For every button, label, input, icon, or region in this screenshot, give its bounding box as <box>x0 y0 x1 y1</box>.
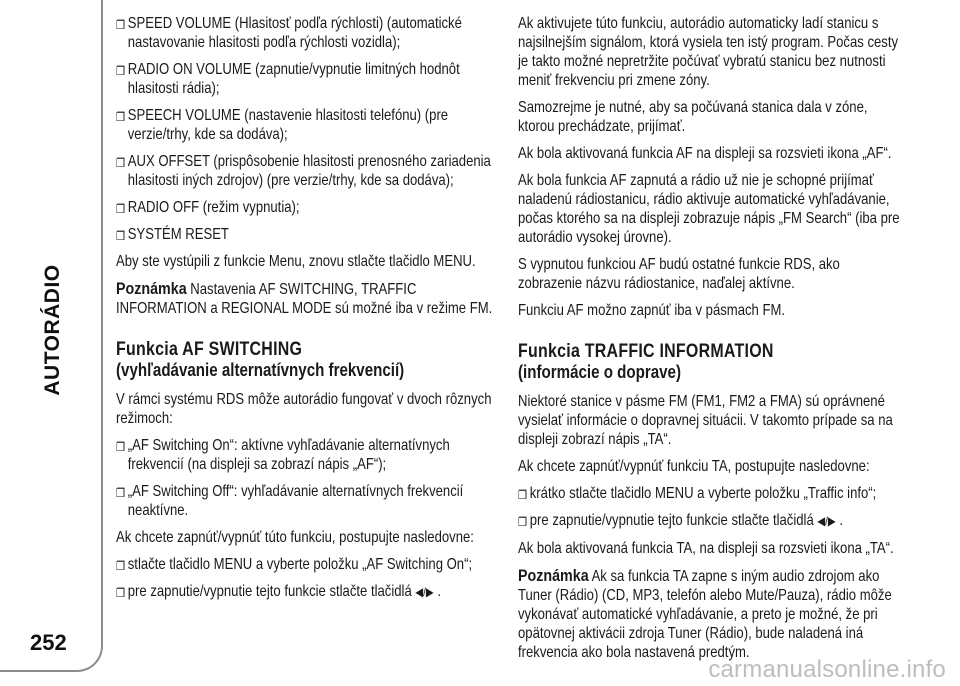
page-number: 252 <box>30 630 67 655</box>
checkbox-bullet-icon: ❒ <box>116 559 126 573</box>
checkbox-bullet-icon: ❒ <box>116 156 126 170</box>
list-item: ❒ pre zapnutie/vypnutie tejto funkcie stlačte tlačidlá ◀/▶ . <box>518 511 906 531</box>
checkbox-bullet-icon: ❒ <box>518 515 528 529</box>
list-item: ❒ stlačte tlačidlo MENU a vyberte položku „AF Switching On“; <box>116 555 492 574</box>
note: Poznámka Ak sa funkcia TA zapne s iným audio zdrojom ako Tuner (Rádio) (CD, MP3, telefón alebo Mute/Pauza), rádio môže vykonávať automatické vyhľadávanie, a preto je možné, že pri opätovnej aktivácii zdroja Tuner (Rádio), bude naladená iná frekvencia ako bola nastavená predtým. <box>518 566 892 661</box>
paragraph: Ak bola aktivovaná funkcia TA, na displeji sa rozsvieti ikona „TA“. <box>518 540 894 557</box>
list-item: ❒ „AF Switching On“: aktívne vyhľadávanie alternatívnych frekvencií (na displeji sa zobrazí nápis „AF“); <box>116 437 450 473</box>
paragraph: Ak bola funkcia AF zapnutá a rádio už nie je schopné prijímať naladenú rádiostanicu, rádio aktivuje automatické vyhľadávanie, počas ktorého sa na displeji zobrazuje nápis „FM Search“ (iba pre autorádio vysokej úrovne). <box>518 172 900 246</box>
section-subheading: (vyhľadávanie alternatívnych frekvencií) <box>116 360 405 380</box>
section-heading: Funkcia TRAFFIC INFORMATION <box>518 341 774 362</box>
list-item: ❒ krátko stlačte tlačidlo MENU a vyberte položku „Traffic info“; <box>518 484 906 503</box>
section-subheading: (informácie o doprave) <box>518 362 681 382</box>
howto-text: Ak chcete zapnúť/vypnúť funkciu TA, postupujte nasledovne: <box>518 458 870 475</box>
checkbox-bullet-icon: ❒ <box>116 18 126 32</box>
section-label: AUTORÁDIO <box>41 264 64 396</box>
checkbox-bullet-icon: ❒ <box>116 229 126 243</box>
checkbox-bullet-icon: ❒ <box>116 64 126 78</box>
list-item: ❒ RADIO OFF (režim vypnutia); <box>116 198 492 217</box>
paragraph: Funkciu AF možno zapnúť iba v pásmach FM. <box>518 302 786 319</box>
list-item: ❒ „AF Switching Off“: vyhľadávanie alternatívnych frekvencií neaktívne. <box>116 483 464 519</box>
paragraph: Samozrejme je nutné, aby sa počúvaná stanica dala v zóne, ktorou prechádzate, prijímať. <box>518 99 868 135</box>
arrow-buttons-icon: ◀/▶ <box>415 585 434 599</box>
list-item: ❒ pre zapnutie/vypnutie tejto funkcie stlačte tlačidlá ◀/▶ . <box>116 582 492 602</box>
checkbox-bullet-icon: ❒ <box>116 486 126 500</box>
checkbox-bullet-icon: ❒ <box>116 202 126 216</box>
list-item: ❒ SPEECH VOLUME (nastavenie hlasitosti telefónu) (pre verzie/trhy, kde sa dodáva); <box>116 107 449 143</box>
note-label: Poznámka <box>518 566 589 585</box>
list-item: ❒ SYSTÉM RESET <box>116 225 492 244</box>
right-column <box>518 14 906 670</box>
checkbox-bullet-icon: ❒ <box>116 110 126 124</box>
list-item: ❒ AUX OFFSET (prispôsobenie hlasitosti prenosného zariadenia hlasitosti iných zdrojov) (pre verzie/trhy, kde sa dodáva); <box>116 153 491 189</box>
paragraph: Ak aktivujete túto funkciu, autorádio automaticky ladí stanicu s najsilnejším signálom, ktorá vysiela ten istý program. Počas cesty je takto možné nepretržite počúvať vybratú stanicu bez nutnosti meniť frekvenciu pri zmene zóny. <box>518 15 899 89</box>
note: Poznámka Nastavenia AF SWITCHING, TRAFFIC INFORMATION a REGIONAL MODE sú možné iba v režime FM. <box>116 279 493 317</box>
list-item: ❒ RADIO ON VOLUME (zapnutie/vypnutie limitných hodnôt hlasitosti rádia); <box>116 61 460 97</box>
howto-text: Ak chcete zapnúť/vypnúť túto funkciu, postupujte nasledovne: <box>116 529 474 546</box>
exit-instruction: Aby ste vystúpili z funkcie Menu, znovu stlačte tlačidlo MENU. <box>116 253 476 270</box>
checkbox-bullet-icon: ❒ <box>116 440 126 454</box>
intro-text: V rámci systému RDS môže autorádio fungovať v dvoch rôznych režimoch: <box>116 391 492 427</box>
arrow-buttons-icon: ◀/▶ <box>817 514 836 528</box>
checkbox-bullet-icon: ❒ <box>518 488 528 502</box>
watermark: carmanualsonline.info <box>708 656 946 683</box>
section-heading: Funkcia AF SWITCHING <box>116 339 303 360</box>
paragraph: Ak bola aktivovaná funkcia AF na displeji sa rozsvieti ikona „AF“. <box>518 145 892 162</box>
paragraph: Niektoré stanice v pásme FM (FM1, FM2 a FMA) sú oprávnené vysielať informácie o dopravnej situácii. V takomto prípade sa na displeji zobrazí nápis „TA“. <box>518 393 893 448</box>
left-column <box>116 14 492 610</box>
checkbox-bullet-icon: ❒ <box>116 586 126 600</box>
note-label: Poznámka <box>116 279 187 298</box>
list-item: ❒ SPEED VOLUME (Hlasitosť podľa rýchlosti) (automatické nastavovanie hlasitosti podľa rýchlosti vozidla); <box>116 15 462 51</box>
paragraph: S vypnutou funkciou AF budú ostatné funkcie RDS, ako zobrazenie názvu rádiostanice, naďalej aktívne. <box>518 256 840 292</box>
